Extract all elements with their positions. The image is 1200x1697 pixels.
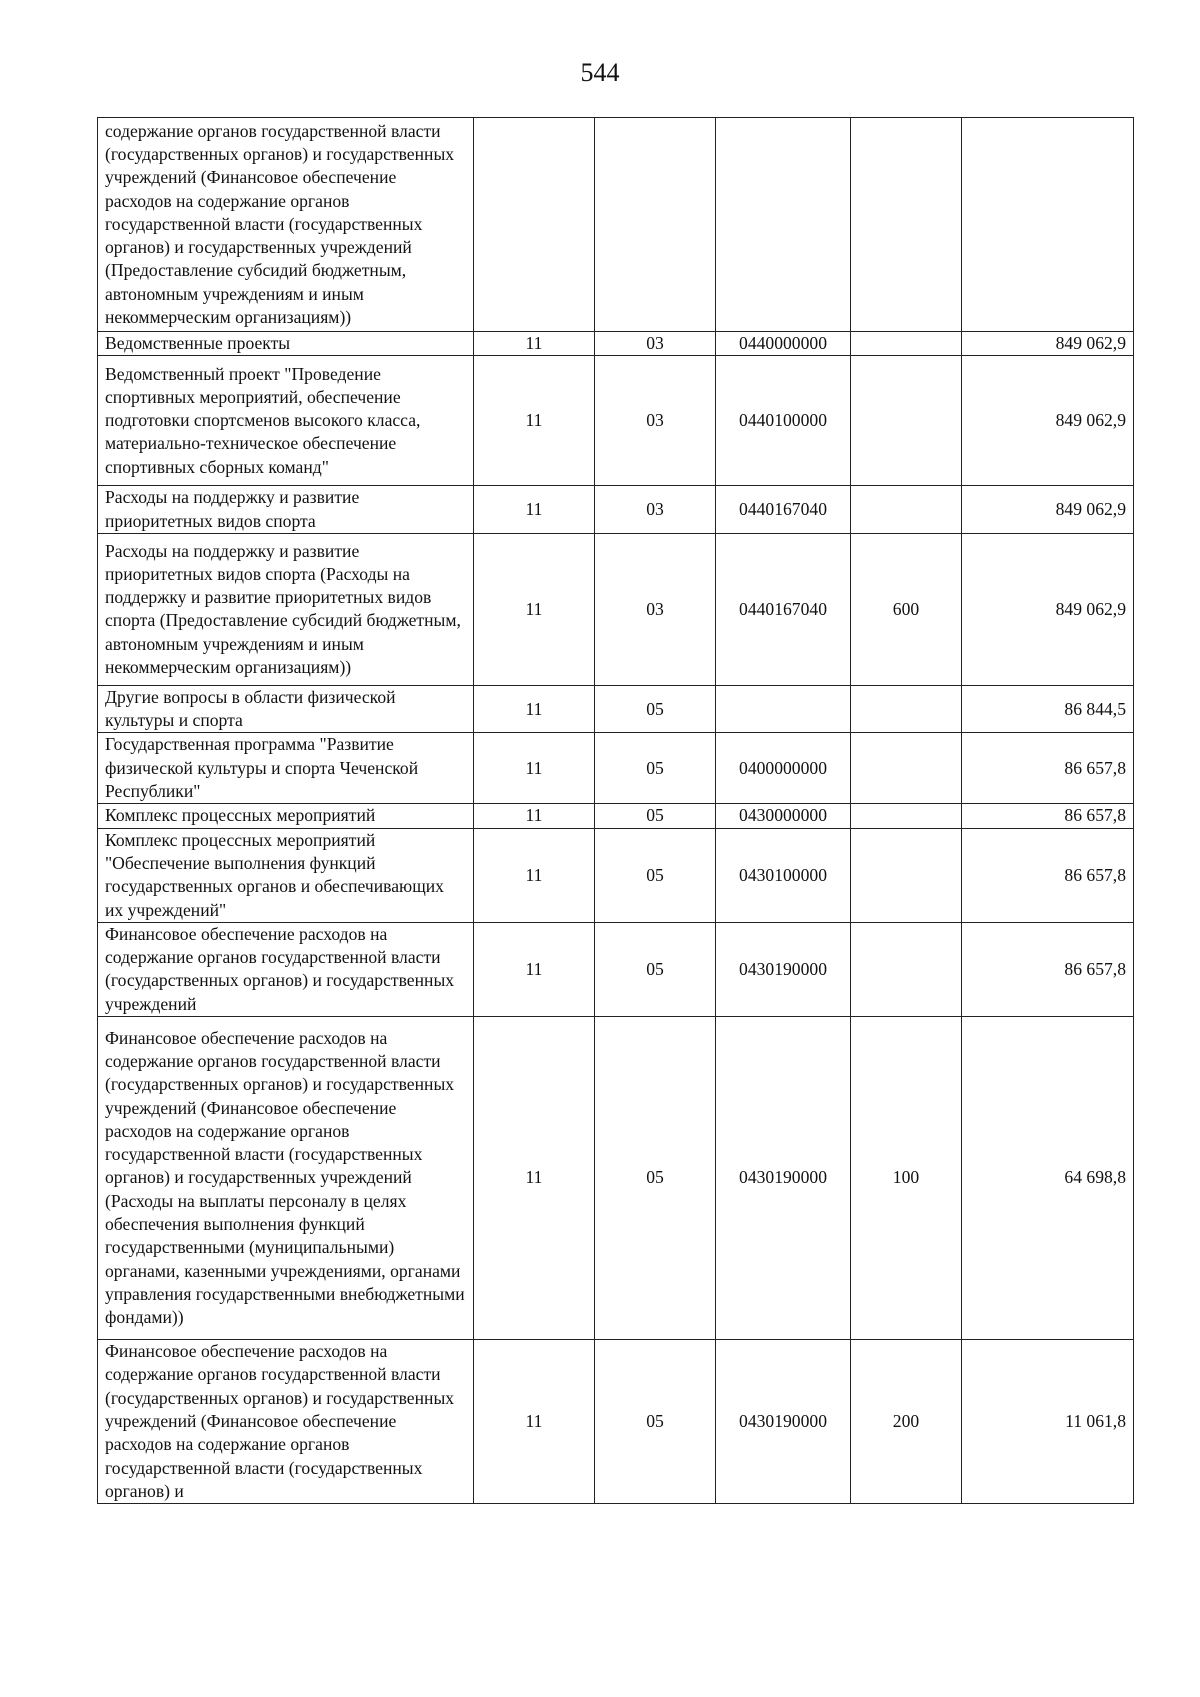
row-subsection-code: 03 xyxy=(595,356,716,486)
row-description: содержание органов государственной власти (государственных органов) и государственных учреждений (Финансовое обеспечение расходов на содержание органов государственной власти (государственных органов) и государственных учреждений (Предоставление субсидий бюджетным, автономным учреждениям и иным некоммерческим организациям)) xyxy=(98,118,474,332)
row-description: Расходы на поддержку и развитие приоритетных видов спорта (Расходы на поддержку и развитие приоритетных видов спорта (Предоставление субсидий бюджетным, автономным учреждениям и иным некоммерческим организациям)) xyxy=(98,533,474,685)
table-row xyxy=(98,1017,1134,1340)
row-section-code: 11 xyxy=(474,685,595,733)
row-section-code: 11 xyxy=(474,733,595,804)
budget-table-body xyxy=(98,118,1134,1504)
budget-table xyxy=(97,117,1134,1504)
table-row xyxy=(98,332,1134,356)
row-amount: 849 062,9 xyxy=(962,332,1134,356)
row-description: Другие вопросы в области физической культуры и спорта xyxy=(98,685,474,733)
row-subsection-code: 05 xyxy=(595,828,716,922)
row-expense-type-code: 200 xyxy=(851,1340,962,1504)
row-target-article-code: 0440167040 xyxy=(716,533,851,685)
row-description: Государственная программа "Развитие физической культуры и спорта Чеченской Республики" xyxy=(98,733,474,804)
row-section-code: 11 xyxy=(474,356,595,486)
row-target-article-code: 0430100000 xyxy=(716,828,851,922)
row-amount xyxy=(962,118,1134,332)
row-target-article-code: 0440100000 xyxy=(716,356,851,486)
row-expense-type-code xyxy=(851,118,962,332)
row-description: Ведомственный проект "Проведение спортивных мероприятий, обеспечение подготовки спортсменов высокого класса, материально-техническое обеспечение спортивных сборных команд" xyxy=(98,356,474,486)
row-section-code: 11 xyxy=(474,486,595,534)
row-description: Финансовое обеспечение расходов на содержание органов государственной власти (государственных органов) и государственных учреждений (Финансовое обеспечение расходов на содержание органов государственной власти (государственных органов) и государственных учреждений (Расходы на выплаты персоналу в целях обеспечения выполнения функций государственными (муниципальными) органами, казенными учреждениями, органами управления государственными внебюджетными фондами)) xyxy=(98,1017,474,1340)
row-subsection-code: 05 xyxy=(595,685,716,733)
row-expense-type-code xyxy=(851,922,962,1016)
row-section-code: 11 xyxy=(474,1017,595,1340)
table-row xyxy=(98,486,1134,534)
table-row xyxy=(98,922,1134,1016)
row-amount: 86 844,5 xyxy=(962,685,1134,733)
row-section-code: 11 xyxy=(474,1340,595,1504)
table-row xyxy=(98,828,1134,922)
table-row xyxy=(98,533,1134,685)
row-expense-type-code xyxy=(851,356,962,486)
row-subsection-code: 05 xyxy=(595,1017,716,1340)
table-row xyxy=(98,685,1134,733)
row-subsection-code: 05 xyxy=(595,804,716,828)
row-expense-type-code xyxy=(851,685,962,733)
row-expense-type-code xyxy=(851,486,962,534)
table-row xyxy=(98,733,1134,804)
row-description: Комплекс процессных мероприятий "Обеспечение выполнения функций государственных органов и обеспечивающих их учреждений" xyxy=(98,828,474,922)
row-section-code: 11 xyxy=(474,922,595,1016)
row-subsection-code: 03 xyxy=(595,533,716,685)
row-section-code: 11 xyxy=(474,804,595,828)
row-target-article-code: 0440000000 xyxy=(716,332,851,356)
row-target-article-code xyxy=(716,685,851,733)
row-expense-type-code xyxy=(851,804,962,828)
table-row xyxy=(98,356,1134,486)
row-target-article-code: 0430000000 xyxy=(716,804,851,828)
row-amount: 849 062,9 xyxy=(962,356,1134,486)
row-amount: 849 062,9 xyxy=(962,533,1134,685)
table-row xyxy=(98,804,1134,828)
row-section-code: 11 xyxy=(474,828,595,922)
row-expense-type-code: 600 xyxy=(851,533,962,685)
row-description: Финансовое обеспечение расходов на содержание органов государственной власти (государственных органов) и государственных учреждений xyxy=(98,922,474,1016)
row-target-article-code: 0430190000 xyxy=(716,1017,851,1340)
row-amount: 64 698,8 xyxy=(962,1017,1134,1340)
row-target-article-code: 0430190000 xyxy=(716,922,851,1016)
row-description: Расходы на поддержку и развитие приоритетных видов спорта xyxy=(98,486,474,534)
row-expense-type-code: 100 xyxy=(851,1017,962,1340)
row-amount: 86 657,8 xyxy=(962,804,1134,828)
row-amount: 86 657,8 xyxy=(962,922,1134,1016)
row-description: Финансовое обеспечение расходов на содержание органов государственной власти (государственных органов) и государственных учреждений (Финансовое обеспечение расходов на содержание органов государственной власти (государственных органов) и xyxy=(98,1340,474,1504)
page-number: 544 xyxy=(580,58,620,87)
row-subsection-code: 05 xyxy=(595,922,716,1016)
row-expense-type-code xyxy=(851,828,962,922)
row-target-article-code xyxy=(716,118,851,332)
row-amount: 11 061,8 xyxy=(962,1340,1134,1504)
row-subsection-code xyxy=(595,118,716,332)
row-description: Комплекс процессных мероприятий xyxy=(98,804,474,828)
row-amount: 86 657,8 xyxy=(962,828,1134,922)
table-row xyxy=(98,1340,1134,1504)
row-target-article-code: 0430190000 xyxy=(716,1340,851,1504)
row-amount: 86 657,8 xyxy=(962,733,1134,804)
row-section-code: 11 xyxy=(474,533,595,685)
row-subsection-code: 05 xyxy=(595,1340,716,1504)
row-section-code: 11 xyxy=(474,332,595,356)
row-expense-type-code xyxy=(851,332,962,356)
row-target-article-code: 0440167040 xyxy=(716,486,851,534)
row-target-article-code: 0400000000 xyxy=(716,733,851,804)
row-section-code xyxy=(474,118,595,332)
row-expense-type-code xyxy=(851,733,962,804)
row-subsection-code: 03 xyxy=(595,486,716,534)
row-subsection-code: 05 xyxy=(595,733,716,804)
table-row xyxy=(98,118,1134,332)
row-description: Ведомственные проекты xyxy=(98,332,474,356)
row-subsection-code: 03 xyxy=(595,332,716,356)
row-amount: 849 062,9 xyxy=(962,486,1134,534)
